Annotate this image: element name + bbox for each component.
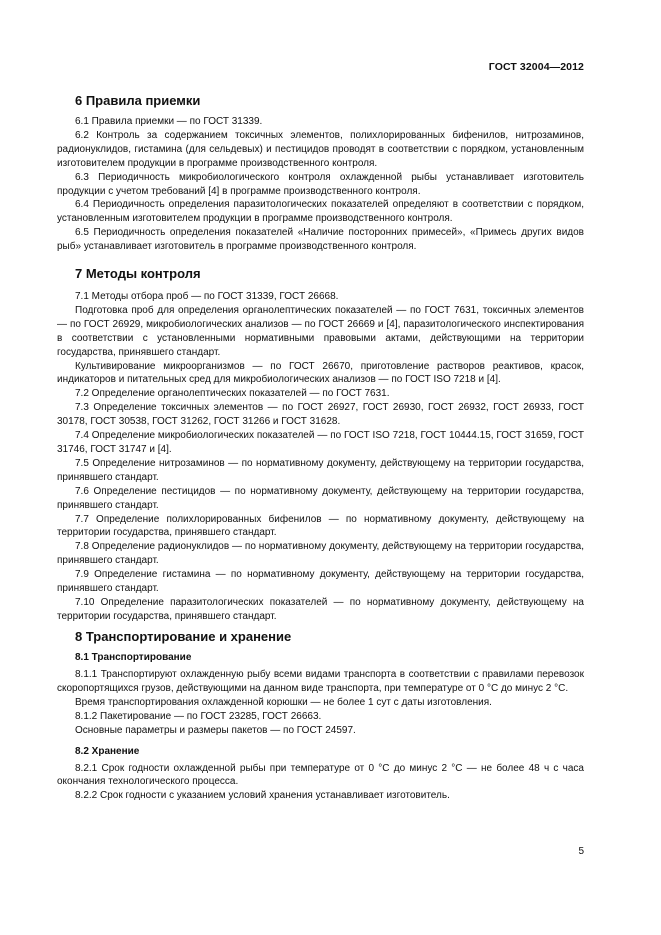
- paragraph-6-1: 6.1 Правила приемки — по ГОСТ 31339.: [75, 116, 263, 127]
- paragraph-7-3: 7.3 Определение токсичных элементов — по ГОСТ 26927, ГОСТ 26930, ГОСТ 26932, ГОСТ 26933, ГОСТ 30178, ГОСТ 30538, ГОСТ 31262, ГОСТ 31266 и ГОСТ 31628.: [57, 402, 584, 428]
- paragraph-7-4: 7.4 Определение микробиологических показателей — по ГОСТ ISO 7218, ГОСТ 10444.15, ГОСТ 31659, ГОСТ 31746, ГОСТ 31747 и [4].: [57, 430, 584, 455]
- section-6: [57, 92, 584, 254]
- paragraph-7-6: 7.6 Определение пестицидов — по нормативному документу, действующему на территории государства, принявшего стандарт.: [57, 485, 584, 511]
- paragraph-8-1-1: 8.1.1 Транспортируют охлажденную рыбу всеми видами транспорта в соответствии с правилами перевозок скоропортящихся грузов, действующими на данном виде транспорта, при температуре от 0 °С до минус 2 °С.: [57, 669, 584, 694]
- section-7: [57, 265, 584, 624]
- paragraph-7-9: 7.9 Определение гистамина — по нормативному документу, действующему на территории государства, принявшего стандарт.: [57, 569, 584, 595]
- subsection-8-2-title: 8.2 Хранение: [75, 745, 140, 757]
- paragraph-6-2: 6.2 Контроль за содержанием токсичных элементов, полихлорированных бифенилов, нитрозаминов, радионуклидов, гистамина (для сельдевых) и пестицидов проводят в соответствии с порядком, установленным изготовителем продукции в программе производственного контроля.: [57, 129, 584, 169]
- paragraph-6-4: 6.4 Периодичность определения паразитологических показателей определяют в соответствии с порядком, установленным изготовителем продукции в программе производственного контроля.: [57, 199, 584, 225]
- paragraph-7-10: 7.10 Определение паразитологических показателей — по нормативному документу, действующему на территории государства, принявшего стандарт.: [57, 596, 584, 622]
- paragraph-8-2-2: 8.2.2 Срок годности с указанием условий хранения устанавливает изготовитель.: [75, 790, 450, 802]
- paragraph-7-8: 7.8 Определение радионуклидов — по нормативному документу, действующему на территории государства, принявшего стандарт.: [57, 541, 584, 567]
- paragraph-7-5: 7.5 Определение нитрозаминов — по нормативному документу, действующему на территории государства, принявшего стандарт.: [57, 457, 584, 483]
- paragraph-8-1-2: 8.1.2 Пакетирование — по ГОСТ 23285, ГОСТ 26663.: [75, 710, 322, 722]
- paragraph-8-1-1-smelt: Время транспортирования охлажденной корюшки — не более 1 сут с даты изготовления.: [75, 696, 492, 708]
- paragraph-7-2: 7.2 Определение органолептических показателей — по ГОСТ 7631.: [75, 388, 390, 400]
- paragraph-7-1-cultivation: Культивирование микроорганизмов — по ГОСТ 26670, приготовление растворов реактивов, красок, индикаторов и питательных сред для микробиологических анализов — по ГОСТ ISO 7218 и [4].: [57, 360, 584, 386]
- paragraph-8-1-2-params: Основные параметры и размеры пакетов — по ГОСТ 24597.: [75, 724, 356, 736]
- section-8: [57, 628, 584, 803]
- paragraph-6-3: 6.3 Периодичность микробиологического контроля охлажденной рыбы устанавливает изготовитель продукции с учетом требований [4] в программе производственного контроля.: [57, 171, 584, 197]
- paragraph-8-2-1: 8.2.1 Срок годности охлажденной рыбы при температуре от 0 °С до минус 2 °С — не более 48 ч с часа окончания технологического процесса.: [57, 762, 584, 788]
- paragraph-7-7: 7.7 Определение полихлорированных бифенилов — по нормативному документу, действующему на территории государства, принявшего стандарт.: [57, 513, 584, 539]
- subsection-8-1-title: 8.1 Транспортирование: [75, 652, 192, 663]
- section-8-title: 8 Транспортирование и хранение: [75, 629, 292, 644]
- page-number: 5: [578, 846, 584, 857]
- paragraph-6-5: 6.5 Периодичность определения показателей «Наличие посторонних примесей», «Примесь других видов рыб» устанавливает изготовитель в программе производственного контроля.: [57, 227, 584, 253]
- standard-code: ГОСТ 32004—2012: [488, 61, 584, 73]
- document-page: [57, 0, 584, 935]
- section-6-title: 6 Правила приемки: [75, 93, 201, 108]
- paragraph-7-1-sample-prep: Подготовка проб для определения органолептических показателей — по ГОСТ 7631, токсичных элементов — по ГОСТ 26929, микробиологических анализов — по ГОСТ 26669 и [4], паразитологического инспектирования в соответствии с установленными нормативными правовыми актами, действующими на территории государства, принявшего стандарт.: [57, 304, 584, 358]
- paragraph-7-1: 7.1 Методы отбора проб — по ГОСТ 31339, ГОСТ 26668.: [75, 291, 339, 302]
- section-7-title: 7 Методы контроля: [75, 266, 201, 281]
